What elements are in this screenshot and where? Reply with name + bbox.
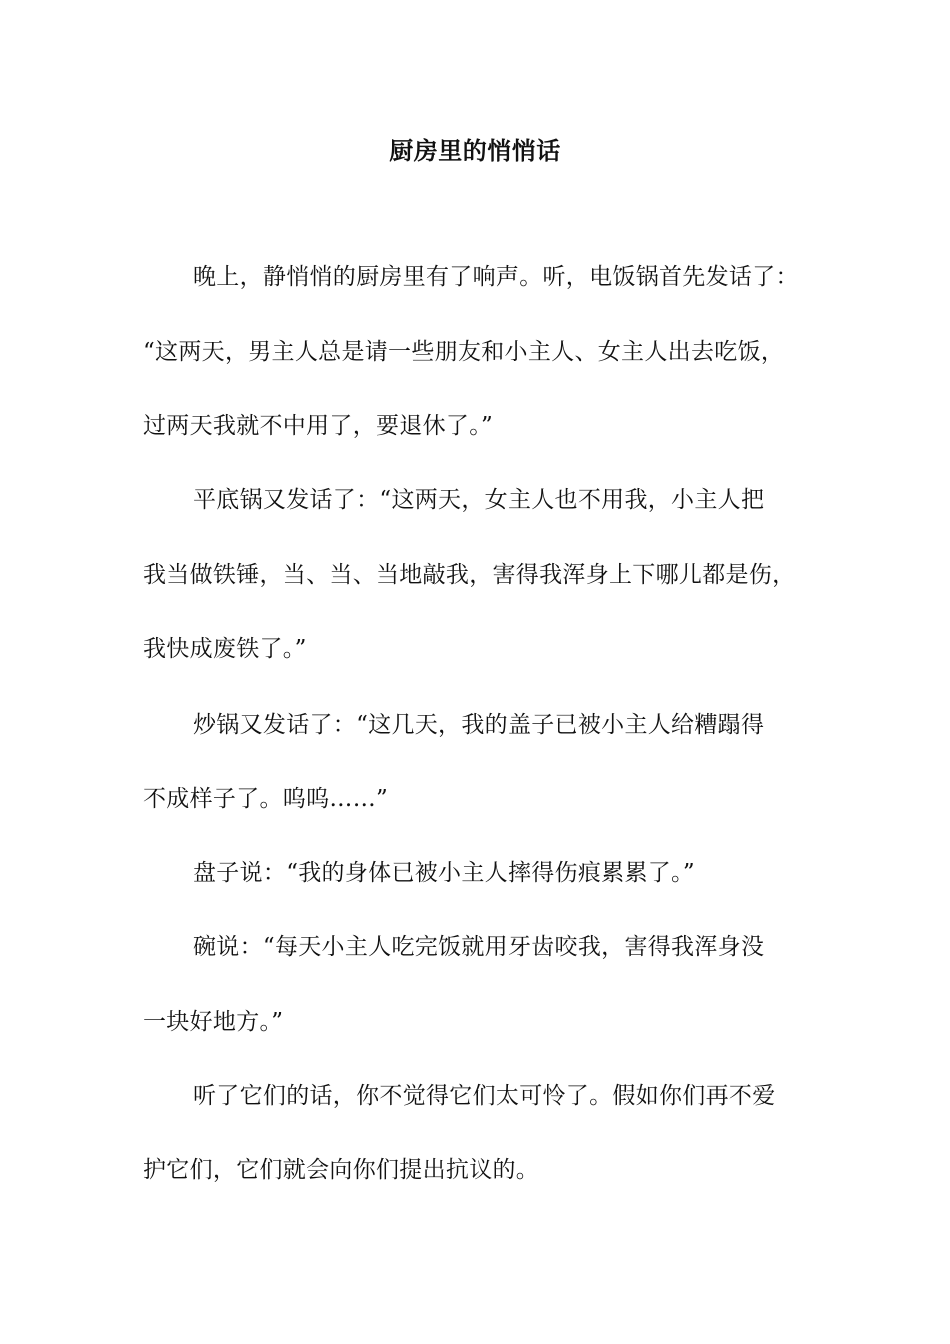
paragraph-6-line-1: 听了它们的话，你不觉得它们太可怜了。假如你们再不爱 (193, 1083, 776, 1109)
paragraph-5-line-1: 碗说：“每天小主人吃完饭就用牙齿咬我，害得我浑身没 (193, 934, 765, 960)
paragraph-4-line-1: 盘子说：“我的身体已被小主人摔得伤痕累累了。” (193, 860, 695, 886)
document-title: 厨房里的悄悄话 (389, 137, 561, 165)
paragraph-2-line-3: 我快成废铁了。” (143, 636, 307, 662)
paragraph-2-line-1: 平底锅又发话了：“这两天，女主人也不用我，小主人把 (193, 487, 765, 513)
paragraph-6-line-2: 护它们，它们就会向你们提出抗议的。 (143, 1157, 540, 1183)
paragraph-3-line-2: 不成样子了。呜呜……” (143, 786, 389, 812)
paragraph-1-line-3: 过两天我就不中用了，要退休了。” (143, 413, 494, 439)
paragraph-5-line-2: 一块好地方。” (143, 1009, 284, 1035)
paragraph-3-line-1: 炒锅又发话了：“这几天，我的盖子已被小主人给糟蹋得 (193, 712, 765, 738)
paragraph-1-line-2: “这两天，男主人总是请一些朋友和小主人、女主人出去吃饭， (143, 339, 785, 365)
paragraph-2-line-2: 我当做铁锤，当、当、当地敲我，害得我浑身上下哪儿都是伤， (143, 562, 796, 588)
paragraph-1-line-1: 晚上，静悄悄的厨房里有了响声。听，电饭锅首先发话了： (193, 264, 799, 290)
